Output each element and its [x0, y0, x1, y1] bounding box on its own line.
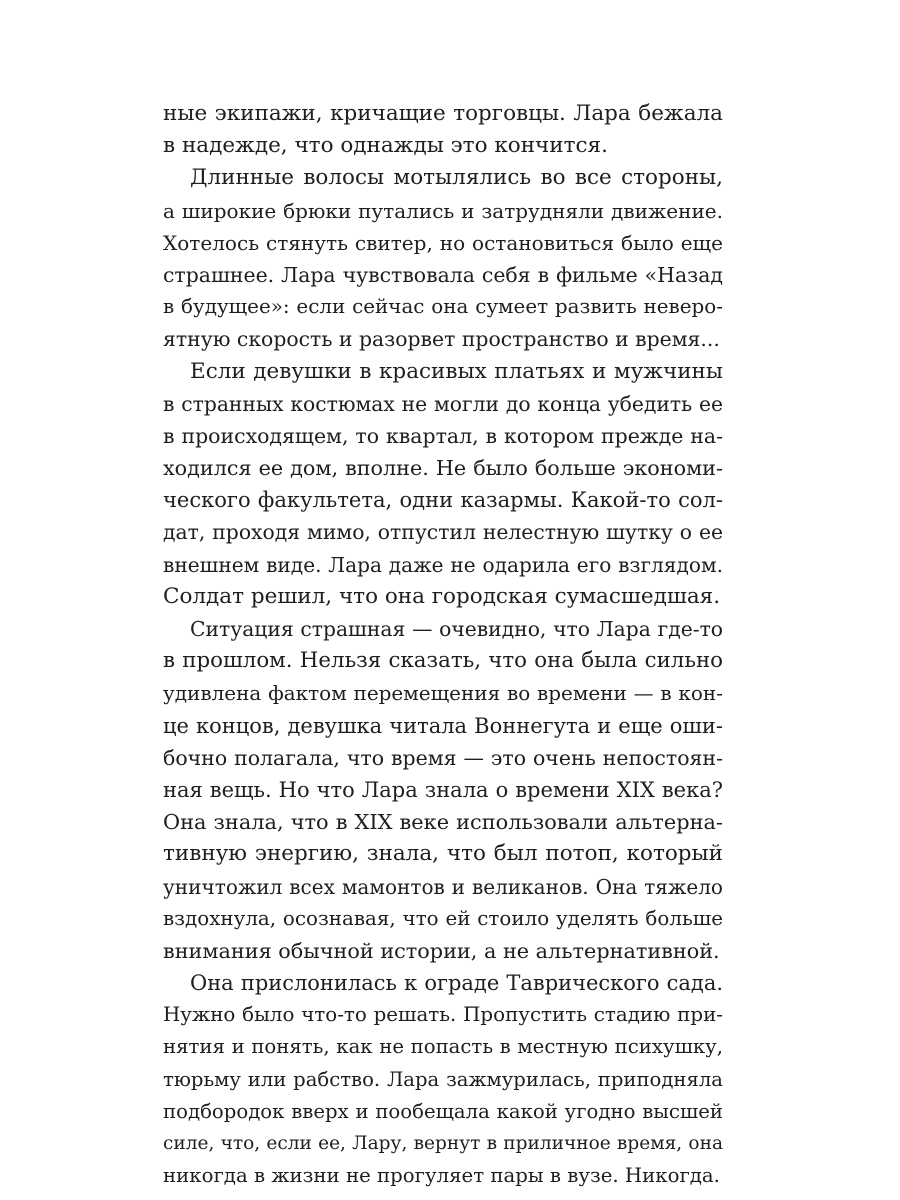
text-line: ходился ее дом, вполне. Не было больше экономи- [163, 456, 723, 481]
text-line: Она прислонилась к ограде Таврического сада. [190, 971, 723, 996]
text-line: внешнем виде. Лара даже не одарила его взглядом. [163, 552, 723, 577]
text-line: Солдат решил, что она городская сумасшедшая. [163, 583, 721, 609]
text-line: а широкие брюки путались и затрудняли движение. [163, 198, 723, 223]
text-line: дат, проходя мимо, отпустил нелестную шутку о ее [163, 520, 723, 545]
text-line: це концов, девушка читала Воннегута и еще оши- [163, 713, 723, 738]
text-line: нятия и понять, как не попасть в местную психушку, [163, 1035, 723, 1059]
text-line: уничтожил всех мамонтов и великанов. Она тяжело [163, 874, 723, 899]
text-line: в странных костюмах не могли до конца убедить ее [163, 391, 723, 416]
text-line: ческого факультета, одни казармы. Какой-то сол- [163, 487, 723, 513]
text-line: силе, что, если ее, Лару, вернут в приличное время, она [163, 1133, 723, 1154]
text-line: тивную энергию, знала, что был потоп, который [163, 841, 723, 867]
text-line: в будущее»: если сейчас она сумеет развить неверо- [163, 295, 723, 319]
body-text [163, 98, 723, 1192]
text-line: Ситуация страшная — очевидно, что Лара где-то [190, 617, 723, 641]
text-line: ные экипажи, кричащие торговцы. Лара бежала [163, 101, 723, 126]
text-line: Длинные волосы мотылялись во все стороны, [190, 165, 723, 191]
text-line: ятную скорость и разорвет пространство и время... [163, 327, 720, 352]
text-line: страшнее. Лара чувствовала себя в фильме «Назад [163, 262, 723, 287]
text-line: бочно полагала, что время — это очень непостоян- [163, 745, 723, 770]
text-line: удивлена фактом перемещения во времени — в кон- [163, 681, 723, 706]
text-line: тюрьму или рабство. Лара зажмурилась, приподняла [163, 1067, 723, 1091]
text-line: в надежде, что однажды это кончится. [163, 133, 608, 159]
text-line: Если девушки в красивых платьях и мужчины [190, 358, 723, 384]
text-line: в происходящем, то квартал, в котором прежде на- [163, 423, 723, 448]
text-line: подбородок вверх и пообещала какой угодно высшей [163, 1099, 723, 1123]
text-line: вздохнула, осознавая, что ей стоило уделять больше [163, 906, 723, 930]
text-line: Хотелось стянуть свитер, но остановиться было еще [163, 230, 723, 255]
text-line: ная вещь. Но что Лара знала о времени XIX века? [163, 777, 723, 802]
text-line: никогда в жизни не прогуляет пары в вузе. Никогда. [163, 1164, 720, 1188]
text-line: Она знала, что в XIX веке использовали альтерна- [163, 810, 723, 835]
text-line: внимания обычной истории, а не альтернативной. [163, 938, 720, 963]
text-line: в прошлом. Нельзя сказать, что она была сильно [163, 648, 723, 674]
text-line: Нужно было что-то решать. Пропустить стадию при- [163, 1003, 723, 1027]
